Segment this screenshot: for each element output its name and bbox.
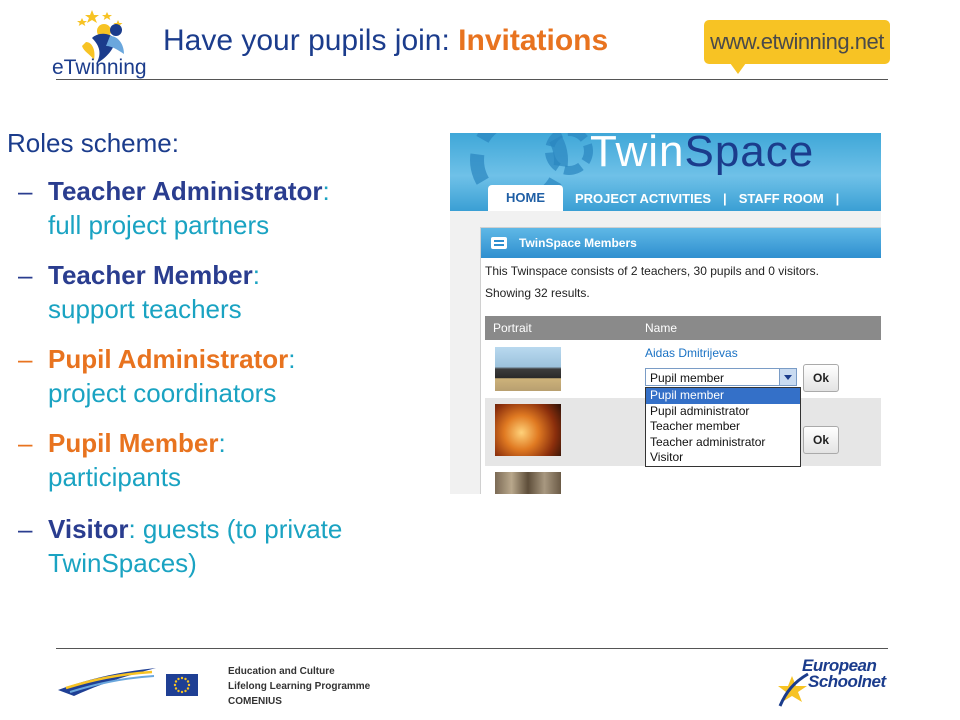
column-header-portrait: Portrait — [493, 321, 532, 335]
nav-tab-staff-room[interactable]: STAFF ROOM — [738, 190, 824, 206]
member-portrait — [495, 404, 561, 456]
member-name-link[interactable]: Aidas Dmitrijevas — [645, 346, 738, 360]
european-schoolnet-logo — [778, 656, 890, 710]
chevron-down-icon[interactable] — [779, 369, 796, 385]
member-portrait — [495, 472, 561, 494]
role-colon: : — [252, 260, 260, 290]
role-description: project coordinators — [48, 378, 277, 408]
lifelong-learning-logo — [56, 664, 162, 698]
role-option[interactable]: Pupil member — [646, 388, 800, 404]
role-name: Teacher Member — [48, 260, 253, 290]
members-panel-header — [481, 228, 881, 258]
bullet-dash: – — [18, 260, 33, 290]
ok-button[interactable]: Ok — [803, 364, 839, 392]
title-prefix: Have your pupils join: — [163, 24, 459, 57]
header-divider — [56, 79, 888, 80]
twinspace-screenshot — [450, 133, 881, 494]
twinspace-banner — [450, 133, 881, 211]
column-header-name: Name — [645, 321, 678, 335]
page-title — [163, 24, 608, 58]
role-colon: : — [322, 176, 330, 206]
members-panel-title: TwinSpace Members — [519, 236, 637, 250]
twinspace-nav — [488, 185, 839, 211]
role-item-pupil-member — [18, 426, 418, 494]
nav-separator: | — [723, 190, 727, 206]
twinspace-brand: TwinSpace — [590, 133, 815, 176]
footer-line: Education and Culture — [228, 666, 335, 677]
footer-line: Lifelong Learning Programme — [228, 681, 371, 692]
logo-wordmark: eTwinning — [52, 56, 147, 79]
role-name: Pupil Member — [48, 428, 219, 458]
role-option[interactable]: Pupil administrator — [650, 403, 750, 418]
results-count: Showing 32 results. — [485, 286, 590, 300]
eu-flag-icon — [166, 674, 198, 696]
bullet-dash: – — [18, 176, 33, 206]
title-highlight: Invitations — [458, 24, 609, 57]
role-option[interactable]: Teacher member — [650, 419, 741, 433]
nav-separator: | — [835, 190, 840, 206]
members-summary: This Twinspace consists of 2 teachers, 30 pupils and 0 visitors. — [485, 264, 819, 278]
footer-line: COMENIUS — [228, 696, 282, 707]
role-option[interactable]: Teacher administrator — [650, 434, 766, 449]
etwinning-logo — [52, 6, 164, 82]
website-url: www.etwinning.net — [710, 29, 884, 54]
role-description: guests (to private TwinSpaces) — [48, 514, 343, 578]
role-colon: : — [288, 344, 296, 374]
role-item-teacher-member — [18, 258, 418, 326]
role-select-value: Pupil member — [650, 371, 725, 385]
role-select[interactable] — [645, 368, 797, 386]
role-dropdown-list — [645, 387, 801, 467]
ok-button[interactable]: Ok — [803, 426, 839, 454]
role-item-visitor — [18, 512, 418, 580]
role-item-teacher-administrator — [18, 174, 418, 242]
role-item-pupil-administrator — [18, 342, 418, 410]
gear-icon — [545, 133, 593, 175]
education-culture-text — [228, 664, 370, 709]
website-badge[interactable] — [704, 20, 890, 64]
member-portrait — [495, 347, 561, 391]
role-description: support teachers — [48, 294, 242, 324]
members-panel — [480, 227, 881, 494]
role-description: participants — [48, 462, 181, 492]
speech-bubble-tail — [730, 63, 746, 74]
footer-divider — [56, 648, 888, 649]
list-icon — [491, 237, 507, 249]
role-option[interactable]: Visitor — [650, 450, 684, 464]
members-table-header — [485, 316, 881, 340]
european-schoolnet-wordmark: European Schoolnet — [802, 656, 886, 691]
role-colon: : — [128, 514, 136, 544]
role-name: Visitor — [48, 514, 129, 544]
role-description: full project partners — [48, 210, 270, 240]
role-colon: : — [218, 428, 226, 458]
role-name: Pupil Administrator — [48, 344, 289, 374]
roles-heading: Roles scheme: — [7, 128, 179, 158]
role-name: Teacher Administrator — [48, 176, 323, 206]
bullet-dash: – — [18, 428, 33, 458]
table-row — [485, 466, 881, 494]
nav-tab-home[interactable]: HOME — [488, 185, 563, 211]
bullet-dash: – — [18, 344, 33, 374]
bullet-dash: – — [18, 514, 33, 544]
nav-tab-project-activities[interactable]: PROJECT ACTIVITIES — [575, 190, 712, 206]
